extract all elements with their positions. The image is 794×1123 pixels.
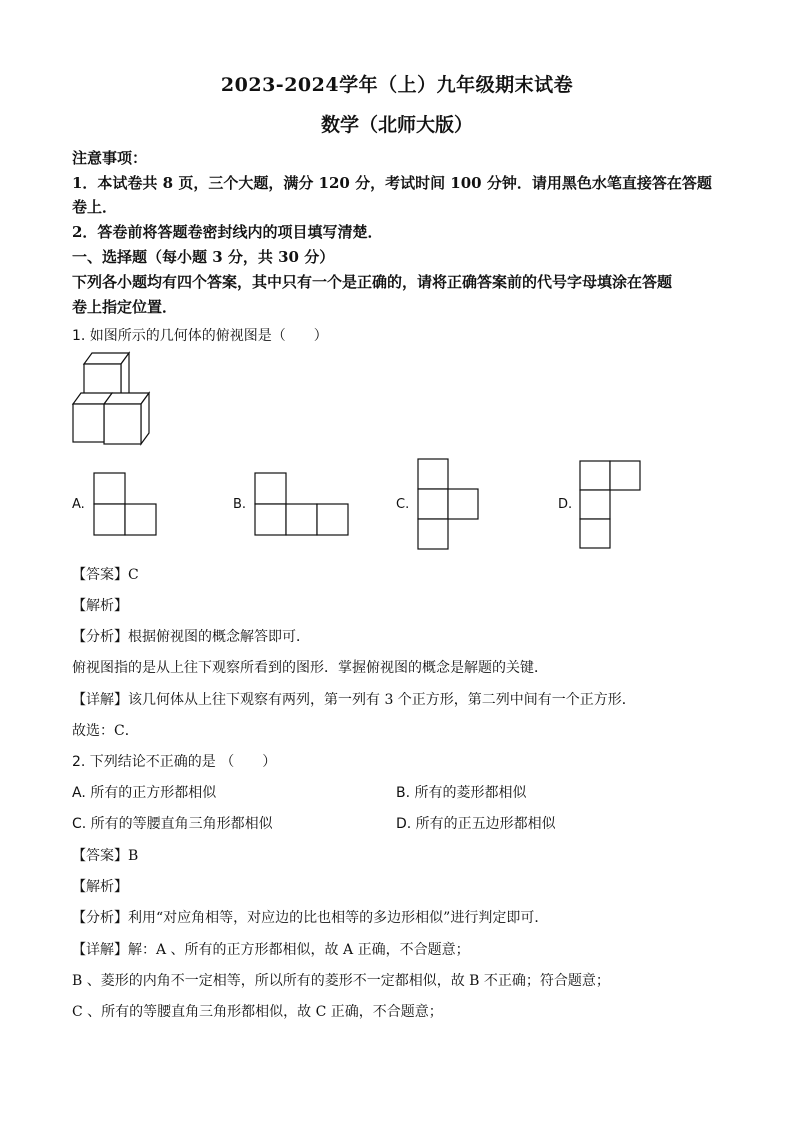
q1-answer: 【答案】C	[72, 567, 139, 583]
q1-option-d-figure[interactable]	[579, 460, 643, 550]
q2-detail-3: C 、所有的等腰直角三角形都相似，故 C 正确，不合题意；	[72, 1004, 443, 1020]
q1-fenxi: 【分析】根据俯视图的概念解答即可．	[72, 629, 310, 645]
notice-item-2: 2．答卷前将答题卷密封线内的项目填写清楚．	[72, 223, 383, 241]
q2-option-c[interactable]: C. 所有的等腰直角三角形都相似	[72, 816, 273, 832]
q1-option-b-figure[interactable]	[254, 472, 350, 536]
q1-option-b-label[interactable]: B.	[233, 497, 247, 512]
q2-fenxi: 【分析】利用“对应角相等，对应边的比也相等的多边形相似”进行判定即可．	[72, 910, 549, 926]
q1-option-c-label[interactable]: C.	[396, 497, 410, 512]
q1-note: 俯视图指的是从上往下观察所看到的图形．掌握俯视图的概念是解题的关键．	[72, 660, 548, 676]
section-instruction-line-1: 下列各小题均有四个答案，其中只有一个是正确的，请将正确答案前的代号字母填涂在答题	[72, 273, 673, 291]
q1-option-a-label[interactable]: A.	[72, 497, 85, 512]
q1-analysis-label: 【解析】	[72, 598, 128, 614]
page-title: 2023-2024学年（上）九年级期末试卷	[220, 74, 574, 96]
notice-heading: 注意事项：	[72, 149, 148, 167]
q1-option-c-figure[interactable]	[417, 458, 482, 550]
question-2-stem: 2. 下列结论不正确的是 （ ）	[72, 754, 277, 770]
q1-option-d-label[interactable]: D.	[558, 497, 573, 512]
question-1-stem: 1. 如图所示的几何体的俯视图是（ ）	[72, 328, 328, 344]
q2-option-d[interactable]: D. 所有的正五边形都相似	[396, 816, 556, 832]
q2-detail-1: 【详解】解：A 、所有的正方形都相似，故 A 正确，不合题意；	[72, 942, 470, 958]
q2-answer: 【答案】B	[72, 848, 139, 864]
section-heading: 一、选择题（每小题 3 分，共 30 分）	[72, 248, 335, 266]
q2-detail-2: B 、菱形的内角不一定相等，所以所有的菱形不一定都相似，故 B 不正确；符合题意；	[72, 973, 610, 989]
solid-figure	[70, 352, 160, 447]
q2-option-a[interactable]: A. 所有的正方形都相似	[72, 785, 217, 801]
q1-option-a-figure[interactable]	[93, 472, 158, 536]
page-subtitle: 数学（北师大版）	[320, 114, 473, 136]
q1-choose: 故选：C．	[72, 723, 139, 739]
notice-item-1-line-2: 卷上．	[72, 198, 118, 216]
notice-item-1-line-1: 1．本试卷共 8 页，三个大题，满分 120 分，考试时间 100 分钟．请用黑色水笔直接答在答题	[72, 174, 712, 192]
q2-option-b[interactable]: B. 所有的菱形都相似	[396, 785, 527, 801]
q2-analysis-label: 【解析】	[72, 879, 128, 895]
q1-detail: 【详解】该几何体从上往下观察有两列，第一列有 3 个正方形，第二列中间有一个正方形．	[72, 692, 636, 708]
section-instruction-line-2: 卷上指定位置．	[72, 298, 178, 316]
